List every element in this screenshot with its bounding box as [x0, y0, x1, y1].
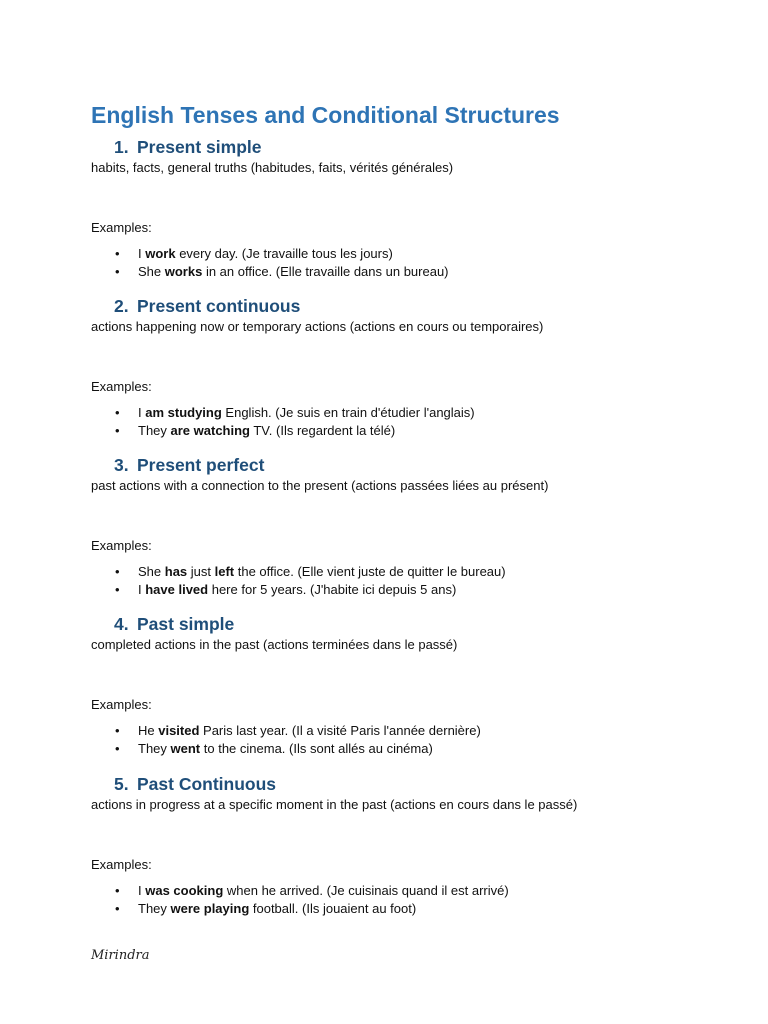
list-item: [91, 882, 509, 900]
examples-label: Examples:: [91, 697, 152, 712]
document-page: [91, 0, 731, 1024]
example-verb: have lived: [145, 582, 209, 597]
example-text: the office. (Elle vient juste de quitter le bureau): [234, 564, 506, 579]
example-text: He: [138, 723, 159, 738]
section-title: Present continuous: [137, 296, 301, 316]
section-description: completed actions in the past (actions terminées dans le passé): [91, 637, 458, 652]
section-number: 4.: [114, 614, 129, 634]
section-heading: [114, 772, 276, 796]
list-item: [91, 563, 506, 581]
examples-label: Examples:: [91, 538, 152, 553]
section-heading: [114, 294, 300, 318]
section-heading: [114, 612, 234, 636]
section-title: Present simple: [137, 137, 262, 157]
example-verb: am studying: [145, 405, 222, 420]
example-text: They: [138, 423, 171, 438]
section-description: actions happening now or temporary actions (actions en cours ou temporaires): [91, 319, 544, 334]
section-description: habits, facts, general truths (habitudes, faits, vérités générales): [91, 160, 454, 175]
section-title: Present perfect: [137, 455, 265, 475]
example-text: just: [187, 564, 215, 579]
example-verb: left: [214, 564, 235, 579]
example-text: I: [138, 246, 146, 261]
list-item: [91, 740, 481, 758]
examples-list: [91, 882, 509, 918]
bullet-icon: •: [115, 246, 120, 261]
example-verb: were playing: [170, 901, 250, 916]
section-description: actions in progress at a specific moment in the past (actions en cours dans le passé): [91, 797, 578, 812]
section-title: Past Continuous: [137, 774, 277, 794]
section-number: 5.: [114, 774, 129, 794]
section-description: past actions with a connection to the present (actions passées liées au présent): [91, 478, 549, 493]
section-title: Past simple: [137, 614, 235, 634]
example-verb: has: [164, 564, 188, 579]
example-text: She: [138, 264, 165, 279]
examples-list: [91, 404, 475, 440]
example-verb: went: [170, 741, 201, 756]
section-heading: [114, 453, 264, 477]
examples-label: Examples:: [91, 220, 152, 235]
example-text: They: [138, 741, 171, 756]
example-text: She: [138, 564, 165, 579]
examples-list: [91, 245, 449, 281]
example-verb: are watching: [170, 423, 250, 438]
example-text: here for 5 years. (J'habite ici depuis 5 ans): [208, 582, 457, 597]
example-verb: work: [145, 246, 176, 261]
example-verb: works: [164, 264, 203, 279]
example-text: every day. (Je travaille tous les jours): [175, 246, 393, 261]
example-text: to the cinema. (Ils sont allés au cinéma): [200, 741, 433, 756]
list-item: [91, 245, 449, 263]
example-verb: visited: [158, 723, 200, 738]
list-item: [91, 263, 449, 281]
bullet-icon: •: [115, 582, 120, 597]
section-number: 2.: [114, 296, 129, 316]
bullet-icon: •: [115, 901, 120, 916]
bullet-icon: •: [115, 264, 120, 279]
examples-list: [91, 563, 506, 599]
example-text: I: [138, 582, 146, 597]
examples-list: [91, 722, 481, 758]
section-heading: [114, 135, 262, 159]
footer-author: Mirindra: [91, 948, 150, 963]
list-item: [91, 581, 506, 599]
list-item: [91, 722, 481, 740]
examples-label: Examples:: [91, 379, 152, 394]
bullet-icon: •: [115, 405, 120, 420]
list-item: [91, 422, 475, 440]
section-number: 3.: [114, 455, 129, 475]
example-text: Paris last year. (Il a visité Paris l'année dernière): [199, 723, 481, 738]
bullet-icon: •: [115, 741, 120, 756]
bullet-icon: •: [115, 883, 120, 898]
list-item: [91, 404, 475, 422]
list-item: [91, 900, 509, 918]
bullet-icon: •: [115, 564, 120, 579]
examples-label: Examples:: [91, 857, 152, 872]
example-verb: was cooking: [145, 883, 224, 898]
example-text: in an office. (Elle travaille dans un bureau): [202, 264, 449, 279]
example-text: English. (Je suis en train d'étudier l'anglais): [221, 405, 475, 420]
section-number: 1.: [114, 137, 129, 157]
example-text: when he arrived. (Je cuisinais quand il est arrivé): [223, 883, 509, 898]
example-text: I: [138, 883, 146, 898]
example-text: They: [138, 901, 171, 916]
example-text: TV. (Ils regardent la télé): [249, 423, 396, 438]
document-title: English Tenses and Conditional Structures: [91, 102, 560, 128]
bullet-icon: •: [115, 423, 120, 438]
example-text: football. (Ils jouaient au foot): [249, 901, 417, 916]
bullet-icon: •: [115, 723, 120, 738]
example-text: I: [138, 405, 146, 420]
